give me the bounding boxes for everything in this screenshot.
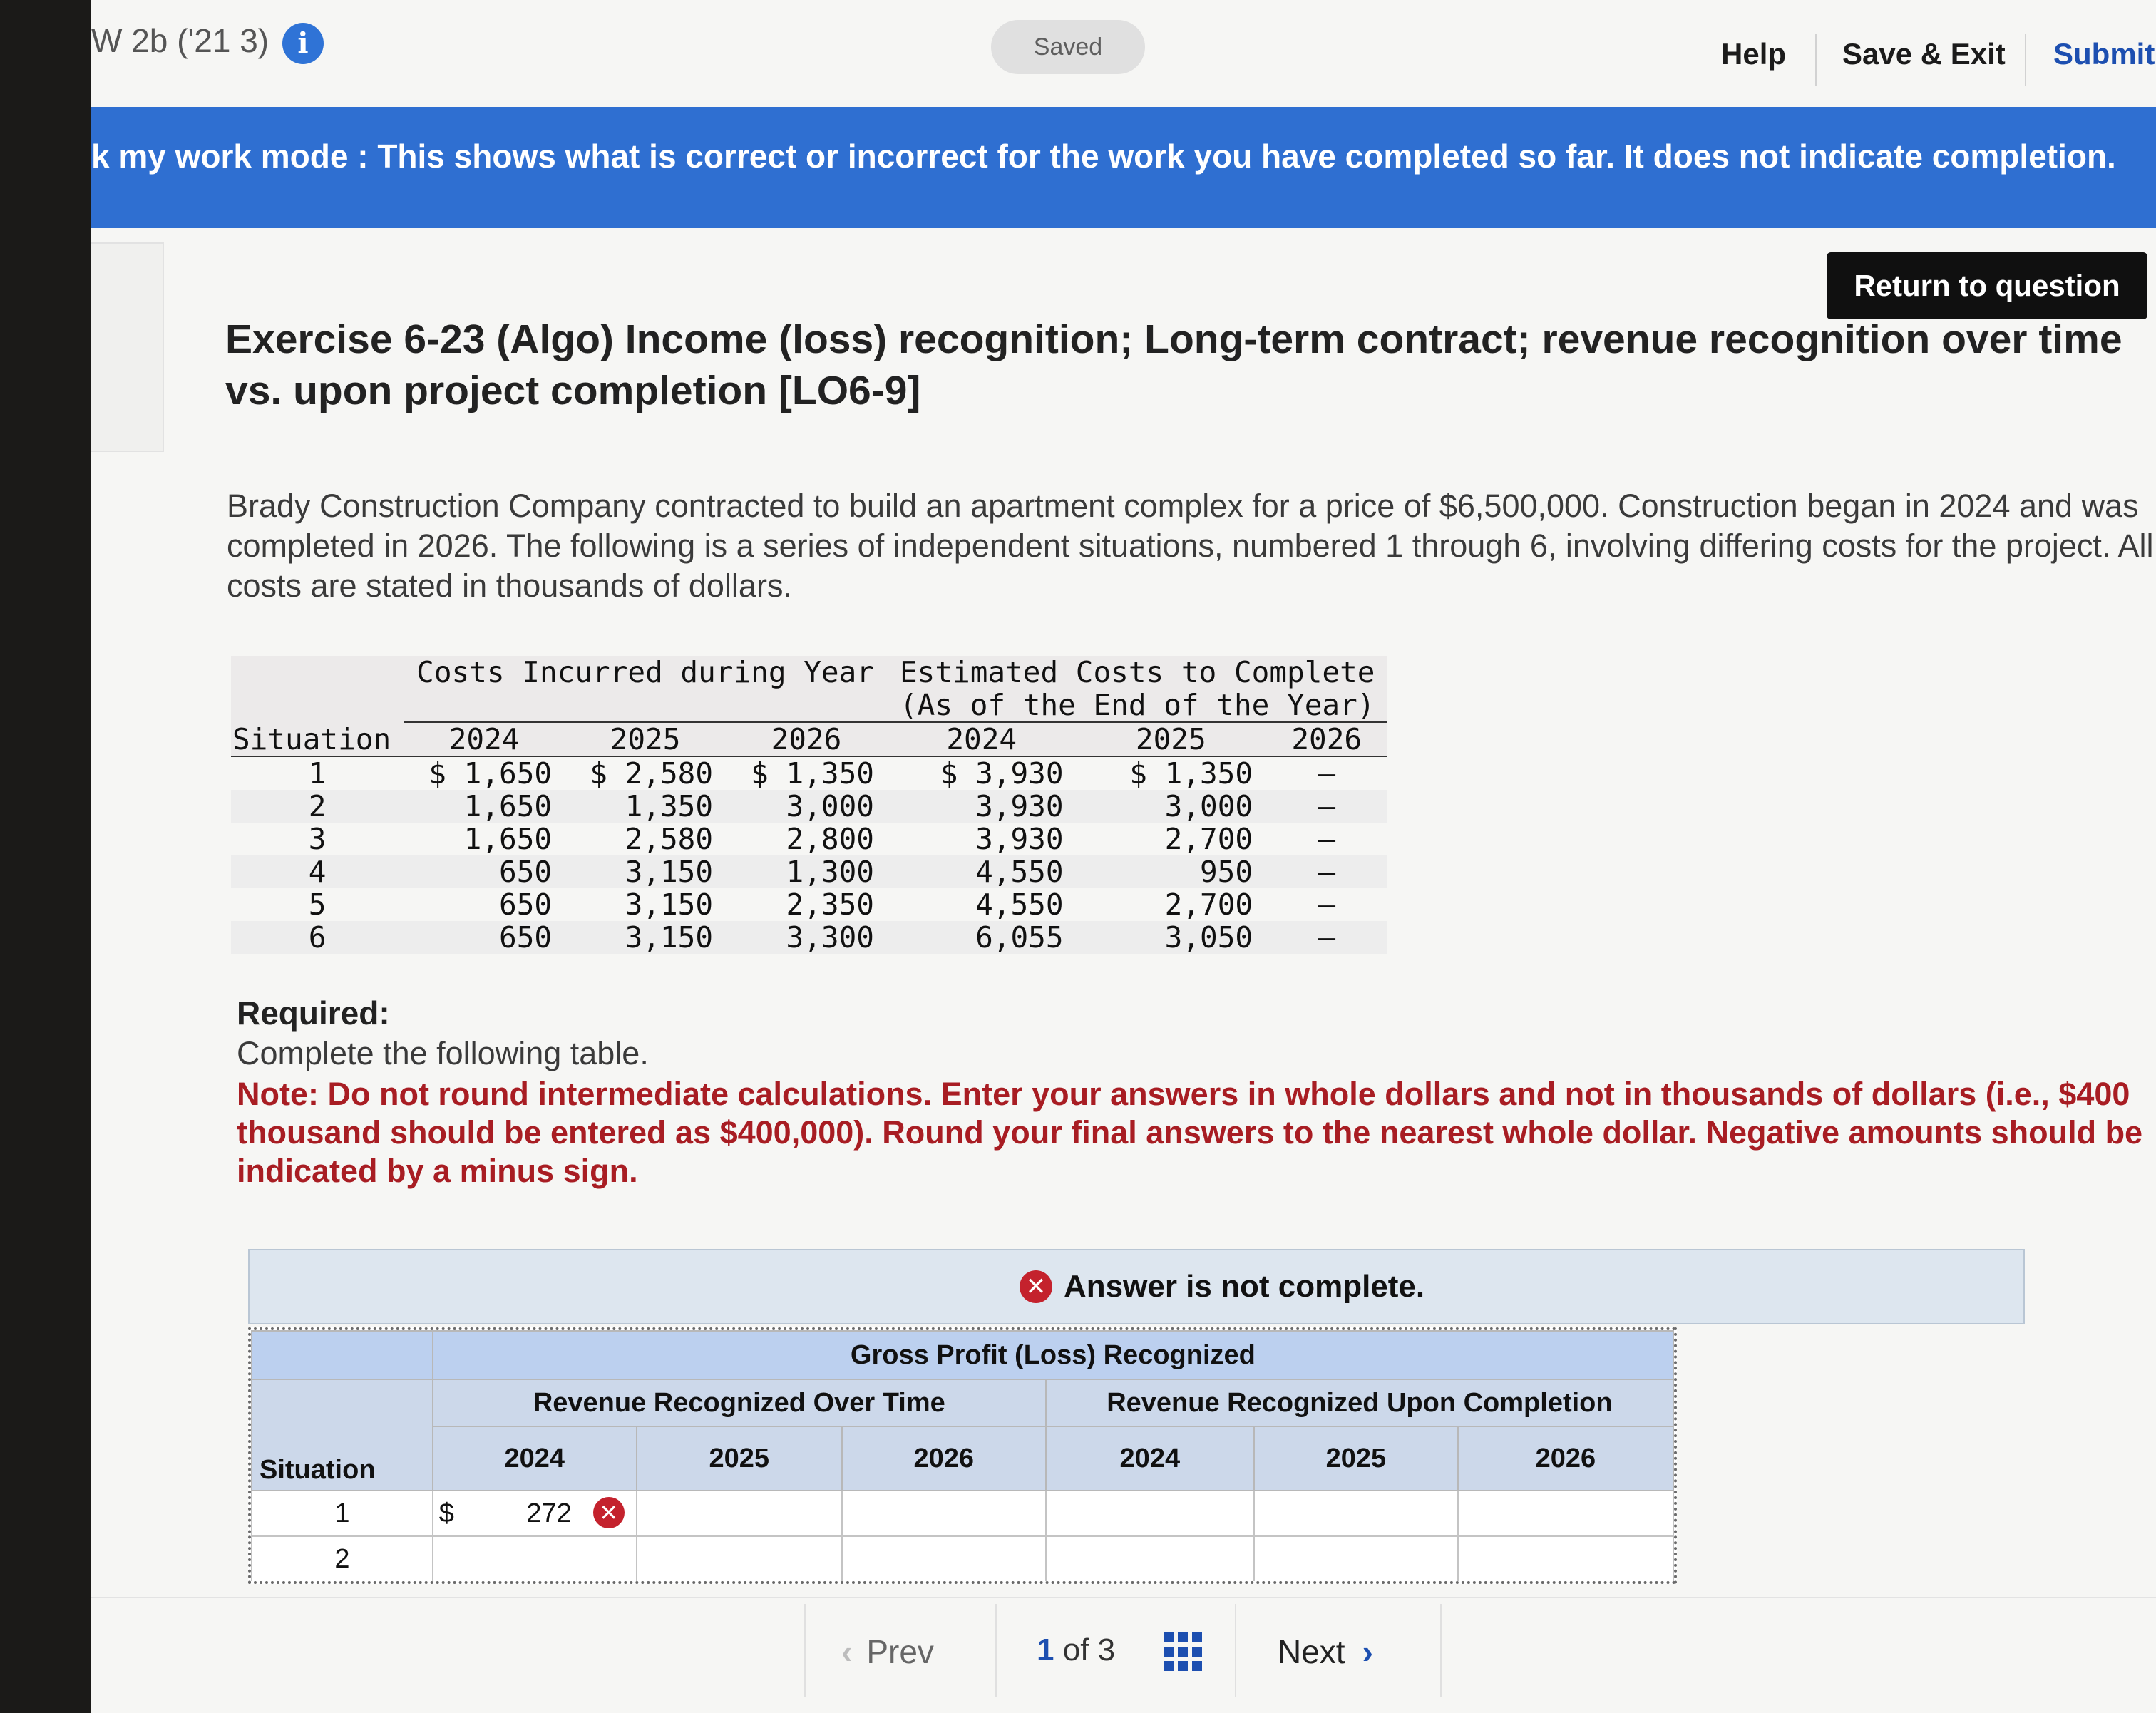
answer-row [252, 1491, 1673, 1536]
answer-table [251, 1330, 1674, 1583]
cost-cell: 1,350 [625, 789, 714, 823]
estimate-cell: – [1318, 888, 1336, 922]
cost-cell: 650 [499, 920, 553, 955]
divider [1235, 1604, 1236, 1697]
col-year: 2024 [887, 722, 1077, 756]
estimated-costs-header [887, 656, 1387, 689]
estimate-cell: – [1318, 822, 1336, 856]
situation-number: 2 [252, 1536, 433, 1582]
estimate-cell: – [1318, 789, 1336, 823]
cost-cell: 3,150 [625, 888, 714, 922]
situation-number: 3 [308, 822, 327, 856]
col-year: 2026 [1266, 722, 1387, 756]
table-row [231, 921, 1387, 954]
answer-input-over-time-2026[interactable] [842, 1536, 1046, 1582]
of-label: of [1062, 1632, 1089, 1667]
estimate-cell: – [1318, 855, 1336, 889]
next-label: Next [1278, 1633, 1345, 1670]
cost-cell: 650 [499, 855, 553, 889]
estimate-cell: 2,700 [1164, 822, 1253, 856]
check-my-work-banner [91, 107, 2156, 228]
estimate-cell: 3,000 [1164, 789, 1253, 823]
current-page: 1 [1037, 1632, 1054, 1667]
exercise-title: Exercise 6-23 (Algo) Income (loss) recognition; Long-term contract; revenue recognition over time vs. upon project completion [LO6-9] [225, 317, 2122, 413]
answer-input-over-time-2026[interactable] [842, 1491, 1046, 1536]
situation-header: Situation [252, 1379, 433, 1491]
answer-input-completion-2024[interactable] [1046, 1536, 1254, 1582]
cost-cell: 3,150 [625, 855, 714, 889]
answer-input-over-time-2025[interactable] [637, 1491, 842, 1536]
save-exit-link[interactable]: Save & Exit [1842, 37, 2006, 71]
saved-indicator: Saved [991, 20, 1145, 74]
next-button[interactable] [1278, 1632, 1373, 1671]
cost-cell: 1,650 [463, 789, 553, 823]
divider [2025, 34, 2026, 86]
cost-cell: 2,800 [786, 822, 874, 856]
app-screen [91, 0, 2156, 1713]
year-header: 2025 [1254, 1426, 1458, 1491]
upon-completion-header: Revenue Recognized Upon Completion [1046, 1379, 1673, 1426]
year-header: 2024 [1046, 1426, 1254, 1491]
page-counter [1037, 1632, 1115, 1668]
submit-link[interactable]: Submit [2053, 37, 2155, 71]
table-row [231, 790, 1387, 823]
estimate-cell: $ 3,930 [940, 756, 1064, 791]
cost-cell: $ 2,580 [590, 756, 714, 791]
prev-label: Prev [866, 1633, 934, 1670]
gross-profit-header: Gross Profit (Loss) Recognized [433, 1331, 1673, 1379]
prev-button[interactable] [841, 1632, 934, 1671]
required-text: Complete the following table. [237, 1035, 649, 1071]
dollar-sign: $ [438, 1498, 454, 1528]
answer-input-over-time-2024[interactable] [433, 1536, 637, 1582]
estimate-cell: 3,930 [975, 822, 1064, 856]
situation-number: 1 [308, 756, 327, 791]
cost-cell: 3,000 [786, 789, 874, 823]
year-header: 2024 [433, 1426, 637, 1491]
info-icon[interactable]: i [282, 23, 324, 64]
answer-input-completion-2024[interactable] [1046, 1491, 1254, 1536]
table-row [231, 756, 1387, 790]
situation-number: 1 [252, 1491, 433, 1536]
incorrect-icon: ✕ [593, 1497, 625, 1528]
estimate-cell: – [1318, 756, 1336, 791]
estimate-cell: 3,930 [975, 789, 1064, 823]
divider [1815, 34, 1817, 86]
total-pages: 3 [1097, 1632, 1116, 1667]
col-year: 2026 [726, 722, 887, 756]
given-cost-table [231, 656, 1387, 954]
estimated-costs-header-line2: (As of the End of the Year) [887, 689, 1387, 722]
return-to-question-button[interactable]: Return to question [1827, 252, 2147, 319]
divider [995, 1604, 997, 1697]
col-situation: Situation [231, 722, 404, 756]
cost-cell: 650 [499, 888, 553, 922]
chevron-right-icon: › [1362, 1633, 1373, 1670]
answer-input-completion-2026[interactable] [1458, 1491, 1673, 1536]
answer-input-over-time-2024[interactable] [433, 1491, 637, 1536]
col-year: 2025 [1077, 722, 1266, 756]
answer-input-completion-2026[interactable] [1458, 1536, 1673, 1582]
estimate-cell: 950 [1200, 855, 1253, 889]
situation-number: 5 [308, 888, 327, 922]
estimate-cell: 4,550 [975, 888, 1064, 922]
divider [1440, 1604, 1442, 1697]
cost-cell: 3,300 [786, 920, 874, 955]
answer-status-text: Answer is not complete. [1064, 1269, 1425, 1304]
table-row [231, 823, 1387, 855]
estimated-costs-header-line1: Estimated Costs to Complete [899, 655, 1375, 689]
cost-cell: $ 1,350 [751, 756, 874, 791]
year-header: 2026 [1458, 1426, 1673, 1491]
required-heading: Required: [237, 994, 390, 1032]
estimate-cell: 4,550 [975, 855, 1064, 889]
year-header: 2026 [842, 1426, 1046, 1491]
estimate-cell: 2,700 [1164, 888, 1253, 922]
footer-divider [91, 1597, 2156, 1598]
answer-row [252, 1536, 1673, 1582]
side-panel [91, 242, 164, 452]
instructions-note: Note: Do not round intermediate calculations. Enter your answers in whole dollars and not in thousands of dollars (i.e., $400 thousand should be entered as $400,000). Round your final answers to the nearest whole dollar. Negative amounts should be indicated by a minus sign. [237, 1076, 2143, 1189]
answer-table-container [248, 1327, 1677, 1584]
situation-number: 2 [308, 789, 327, 823]
problem-intro: Brady Construction Company contracted to build an apartment complex for a price of $6,500,000. Construction began in 2024 and was completed in 2026. The following is a series of independent situations, numbered 1 through 6, involving differing costs for the project. All costs are stated in thousands of dollars. [227, 488, 2154, 604]
answer-status-box [248, 1249, 2025, 1324]
year-header: 2025 [637, 1426, 842, 1491]
estimate-cell: – [1318, 920, 1336, 955]
estimate-cell: 6,055 [975, 920, 1064, 955]
cost-cell: 2,350 [786, 888, 874, 922]
x-circle-icon: ✕ [1020, 1270, 1052, 1303]
cost-cell: 1,300 [786, 855, 874, 889]
estimate-cell: $ 1,350 [1129, 756, 1253, 791]
top-bar [91, 0, 2156, 107]
col-year: 2025 [565, 722, 726, 756]
help-link[interactable]: Help [1721, 37, 1787, 71]
table-row [231, 888, 1387, 921]
divider [804, 1604, 806, 1697]
answer-input-completion-2025[interactable] [1254, 1536, 1458, 1582]
cost-cell: $ 1,650 [428, 756, 553, 791]
cost-cell: 3,150 [625, 920, 714, 955]
cost-cell: 2,580 [625, 822, 714, 856]
estimate-cell: 3,050 [1164, 920, 1253, 955]
answer-input-completion-2025[interactable] [1254, 1491, 1458, 1536]
cost-cell: 1,650 [463, 822, 553, 856]
situation-number: 6 [308, 920, 327, 955]
answer-value: 272 [526, 1498, 572, 1528]
banner-text: k my work mode : This shows what is correct or incorrect for the work you have completed so far. It does not indicate completion. [91, 138, 2116, 175]
situation-number: 4 [308, 855, 327, 889]
chevron-left-icon: ‹ [841, 1633, 853, 1670]
costs-incurred-header: Costs Incurred during Year [416, 655, 874, 689]
answer-input-over-time-2025[interactable] [637, 1536, 842, 1582]
over-time-header: Revenue Recognized Over Time [433, 1379, 1046, 1426]
table-row [231, 855, 1387, 888]
assignment-title: W 2b ('21 3) [91, 22, 270, 59]
col-year: 2024 [404, 722, 565, 756]
question-grid-icon[interactable] [1164, 1632, 1202, 1671]
